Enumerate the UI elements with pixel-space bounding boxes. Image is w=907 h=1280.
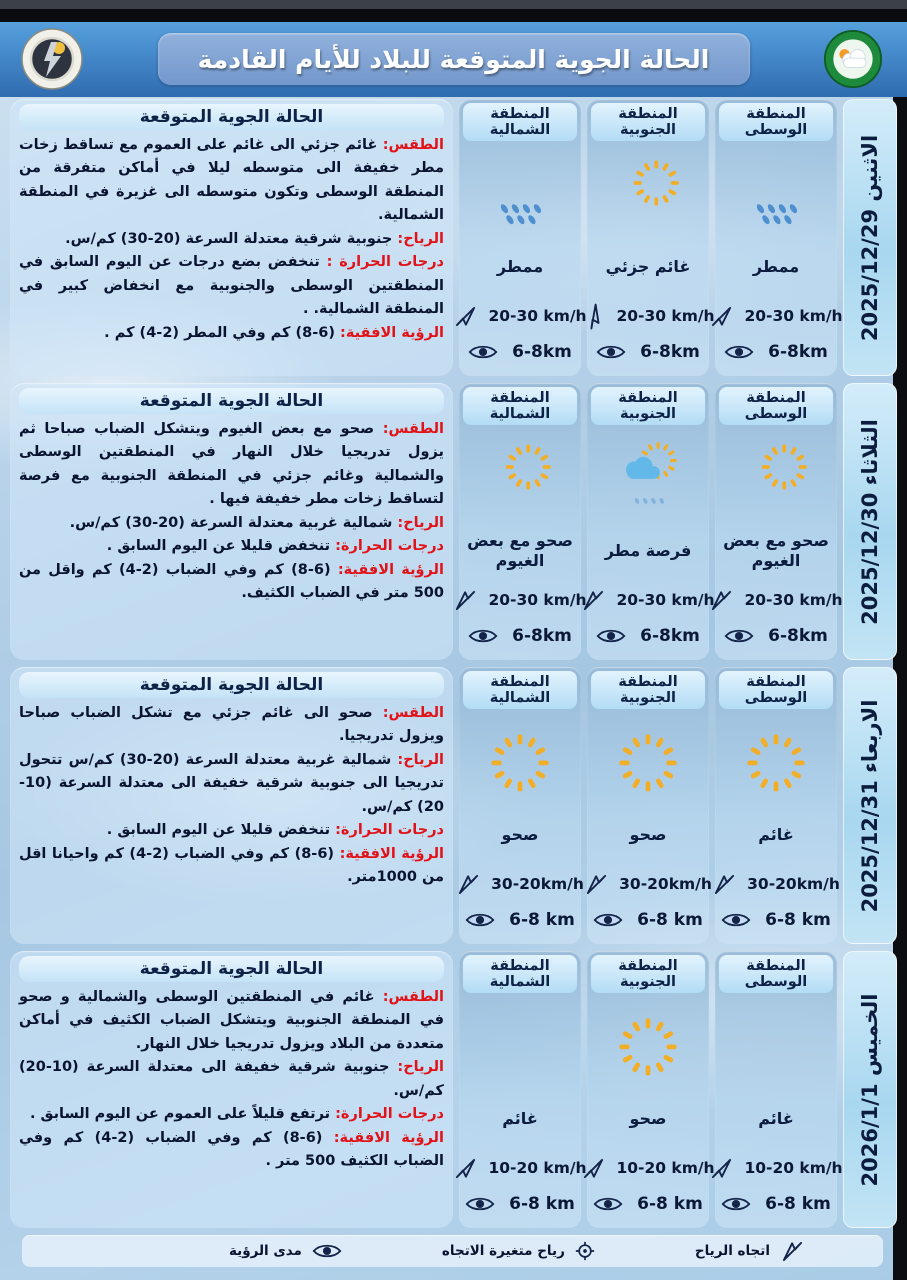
condition-label: غائم — [758, 1109, 794, 1128]
condition-label: فرصة مطر — [604, 541, 692, 560]
legend-wind-direction — [695, 1239, 805, 1264]
panel-header: الحالة الجوية المتوقعة — [19, 388, 444, 414]
eye-icon — [465, 1195, 495, 1213]
region-card-northern — [459, 667, 584, 944]
wind-label: الرياح: — [397, 1059, 444, 1076]
region-header: المنطقة الشمالية — [463, 671, 577, 709]
wind-label: الرياح: — [397, 514, 444, 531]
wind-speed: 30-20km/h — [747, 875, 840, 893]
eye-icon — [593, 911, 623, 929]
eye-icon — [468, 343, 498, 361]
forecast-department-logo — [20, 27, 84, 91]
eye-icon — [721, 1195, 751, 1213]
clouds-icon — [459, 997, 581, 1095]
wind-arrow-icon — [712, 872, 737, 897]
visibility-value: 6-8km — [768, 342, 828, 362]
region-card-central — [715, 667, 840, 944]
wind-row — [459, 300, 587, 332]
region-card-central — [715, 99, 843, 376]
visibility-row — [587, 332, 709, 372]
wind-row — [587, 584, 715, 616]
day-row-monday — [10, 99, 897, 376]
eye-icon — [596, 343, 626, 361]
wind-speed: 20-30 km/h — [488, 307, 587, 325]
condition-label: ممطر — [496, 257, 544, 276]
wind-arrow-icon — [780, 1239, 805, 1264]
legend-label: مدى الرؤية — [228, 1243, 302, 1259]
wind-row — [587, 868, 712, 900]
forecast-text-panel — [10, 383, 453, 660]
visibility-value: 6-8 km — [637, 1194, 703, 1214]
visibility-value: 6-8 km — [637, 910, 703, 930]
temp-label: درجات الحرارة : — [326, 254, 444, 271]
forecast-table — [0, 97, 907, 1228]
visibility-row — [715, 332, 837, 372]
eye-icon — [593, 1195, 623, 1213]
wind-row — [459, 584, 587, 616]
visibility-row — [459, 616, 581, 656]
wind-row — [715, 1152, 843, 1184]
wind-row — [459, 1152, 587, 1184]
condition-label: غائم جزئي — [605, 257, 691, 276]
wind-speed: 30-20km/h — [619, 875, 712, 893]
wind-arrow-icon — [453, 304, 478, 329]
region-header: المنطقة الوسطى — [719, 955, 833, 993]
region-header: المنطقة الجنوبية — [591, 955, 705, 993]
clouds-icon — [715, 997, 837, 1095]
region-card-southern — [587, 383, 715, 660]
legend-footer — [22, 1235, 883, 1267]
region-card-central — [715, 383, 843, 660]
visibility-row — [587, 1184, 709, 1224]
sun-icon — [587, 713, 709, 811]
visibility-row — [715, 1184, 837, 1224]
sun-cloud-icon — [715, 429, 837, 527]
forecast-text-panel — [10, 667, 453, 944]
wind-row — [587, 1152, 715, 1184]
visibility-row — [715, 616, 837, 656]
wind-speed: 20-30 km/h — [488, 591, 587, 609]
wind-label: الرياح: — [397, 230, 444, 247]
day-row-thursday — [10, 951, 897, 1228]
date-label: الاربعاء 2025/12/31 — [858, 699, 882, 912]
panel-header: الحالة الجوية المتوقعة — [19, 104, 444, 130]
weather-label: الطقس: — [382, 705, 444, 721]
region-card-northern — [459, 99, 587, 376]
eye-icon — [721, 911, 751, 929]
wind-arrow-icon — [709, 588, 734, 613]
condition-label: صحو مع بعض الغيوم — [467, 531, 573, 570]
weather-label: الطقس: — [382, 137, 444, 153]
forecast-text: الطقس: غائم في المنطقتين الوسطى والشمالية و صحو في المنطقة الجنوبية ويتشكل الضباب الكثيف في أماكن متعددة من البلاد ويزول تدريجيا خلال النهار. الرياح: جنوبية شرقية خفيفة الى معتدلة السرعة (10-20) كم/س. درجات الحرارة: ترتفع قليلاً على العموم عن اليوم السابق . الرؤية الافقية: (6-8) كم وفي الضباب (2-4) كم وفي الضباب الكثيف 500 متر . — [19, 989, 444, 1170]
region-header: المنطقة الشمالية — [463, 955, 577, 993]
region-header: المنطقة الشمالية — [463, 387, 577, 425]
region-card-northern — [459, 383, 587, 660]
date-cell — [843, 951, 897, 1228]
sun-icon — [459, 713, 581, 811]
sun-rain-icon — [587, 429, 709, 527]
forecast-text: الطقس: صحو الى غائم جزئي مع تشكل الضباب صباحا ويزول تدريجيا. الرياح: شمالية غربية معتدلة السرعة (20-30) كم/س تتحول تدريجيا الى جنوبية شرقية خفيفة الى معتدلة السرعة (10-20) كم/س. درجات الحرارة: تنخفض قليلا عن اليوم السابق . الرؤية الافقية: (6-8) كم وفي الضباب (2-4) كم واحيانا اقل من 1000متر. — [19, 705, 444, 886]
wind-speed: 10-20 km/h — [488, 1159, 587, 1177]
eye-icon — [724, 627, 754, 645]
visibility-row — [587, 900, 709, 940]
visibility-label: الرؤية الافقية: — [339, 845, 444, 862]
panel-header: الحالة الجوية المتوقعة — [19, 672, 444, 698]
visibility-label: الرؤية الافقية: — [337, 561, 444, 578]
forecast-text: الطقس: غائم جزئي الى غائم على العموم مع تساقط زخات مطر خفيفة الى متوسطه ليلا في أماكن متفرقة من المنطقة الوسطى وتكون متوسطه الى غزيرة في المنطقة الشمالية. الرياح: جنوبية شرقية معتدلة السرعة (20-30) كم/س. درجات الحرارة : تنخفض بضع درجات عن اليوم السابق في المنطقتين الوسطى والجنوبية مع انخفاض كبير في المنطقة الشمالية. . الرؤية الافقية: (6-8) كم وفي المطر (2-4) كم . — [19, 137, 444, 341]
condition-label: غائم — [758, 825, 794, 844]
bulletin-header — [0, 22, 907, 97]
wind-arrow-icon — [584, 872, 609, 897]
date-cell — [843, 667, 897, 944]
eye-icon — [724, 343, 754, 361]
forecast-text: الطقس: صحو مع بعض الغيوم ويتشكل الضباب صباحا ثم يزول تدريجيا خلال النهار في المنطقتين الوسطى والشمالية وغائم جزئي في المنطقة الجنوبية مع فرصة لتساقط زخات مطر خفيفة فيها . الرياح: شمالية غربية معتدلة السرعة (20-30) كم/س. درجات الحرارة: تنخفض قليلا عن اليوم السابق . الرؤية الافقية: (6-8) كم وفي الضباب (2-4) كم واقل من 500 متر في الضباب الكثيف. — [19, 421, 444, 602]
wind-arrow-icon — [456, 872, 481, 897]
visibility-value: 6-8km — [768, 626, 828, 646]
condition-label: صحو مع بعض الغيوم — [723, 531, 829, 570]
region-header: المنطقة الجنوبية — [591, 103, 705, 141]
temp-label: درجات الحرارة: — [335, 822, 444, 839]
eye-icon — [312, 1242, 342, 1260]
forecast-text-panel — [10, 951, 453, 1228]
region-card-southern — [587, 951, 715, 1228]
wind-speed: 30-20km/h — [491, 875, 584, 893]
wind-speed: 20-30 km/h — [616, 307, 715, 325]
eye-icon — [596, 627, 626, 645]
weather-label: الطقس: — [382, 989, 444, 1005]
wind-row — [715, 584, 843, 616]
page-title: الحالة الجوية المتوقعة للبلاد للأيام القادمة — [158, 33, 750, 85]
condition-label: صحو — [501, 825, 539, 844]
wind-arrow-icon — [577, 299, 612, 334]
met-organization-logo — [823, 29, 883, 89]
region-card-southern — [587, 99, 715, 376]
visibility-value: 6-8km — [640, 342, 700, 362]
visibility-row — [459, 1184, 581, 1224]
visibility-row — [459, 332, 581, 372]
day-row-tuesday — [10, 383, 897, 660]
visibility-label: الرؤية الافقية: — [340, 324, 444, 341]
condition-label: صحو — [629, 825, 667, 844]
region-header: المنطقة الوسطى — [719, 671, 833, 709]
crosshair-icon — [575, 1241, 595, 1261]
temp-label: درجات الحرارة: — [335, 1106, 444, 1123]
sun-icon — [587, 997, 709, 1095]
visibility-label: الرؤية الافقية: — [333, 1129, 444, 1146]
top-bar — [0, 0, 907, 22]
region-header: المنطقة الجنوبية — [591, 671, 705, 709]
wind-row — [587, 300, 715, 332]
date-cell — [843, 383, 897, 660]
condition-label: ممطر — [752, 257, 800, 276]
eye-icon — [465, 911, 495, 929]
legend-variable-wind — [442, 1241, 595, 1261]
wind-speed: 20-30 km/h — [744, 307, 843, 325]
date-label: الثلاثاء 2025/12/30 — [858, 418, 882, 625]
wind-row — [715, 868, 840, 900]
region-header: المنطقة الجنوبية — [591, 387, 705, 425]
wind-arrow-icon — [581, 588, 606, 613]
visibility-value: 6-8km — [640, 626, 700, 646]
temp-label: درجات الحرارة: — [335, 538, 444, 555]
sun-cloud-icon — [587, 145, 709, 243]
date-cell — [843, 99, 897, 376]
wind-row — [715, 300, 843, 332]
date-label: الخميس 2026/1/1 — [858, 993, 882, 1186]
weather-label: الطقس: — [382, 421, 444, 437]
sun-icon — [715, 713, 837, 811]
wind-row — [459, 868, 584, 900]
sun-cloud-icon — [459, 429, 581, 527]
visibility-value: 6-8 km — [765, 1194, 831, 1214]
region-header: المنطقة الشمالية — [463, 103, 577, 141]
visibility-value: 6-8 km — [509, 1194, 575, 1214]
region-header: المنطقة الوسطى — [719, 387, 833, 425]
wind-speed: 10-20 km/h — [744, 1159, 843, 1177]
region-card-central — [715, 951, 843, 1228]
wind-arrow-icon — [453, 588, 478, 613]
wind-speed: 20-30 km/h — [616, 591, 715, 609]
condition-label: غائم — [502, 1109, 538, 1128]
date-label: الاثنين 2025/12/29 — [858, 134, 882, 341]
forecast-text-panel — [10, 99, 453, 376]
rain-cloud-icon — [459, 145, 581, 243]
visibility-row — [587, 616, 709, 656]
region-card-southern — [587, 667, 712, 944]
legend-bar — [22, 1235, 883, 1267]
visibility-value: 6-8km — [512, 342, 572, 362]
wind-label: الرياح: — [397, 751, 444, 768]
visibility-row — [715, 900, 837, 940]
wind-speed: 20-30 km/h — [744, 591, 843, 609]
day-row-wednesday — [10, 667, 897, 944]
visibility-row — [459, 900, 581, 940]
region-card-northern — [459, 951, 587, 1228]
condition-label: صحو — [629, 1109, 667, 1128]
legend-visibility — [229, 1242, 342, 1260]
visibility-value: 6-8 km — [765, 910, 831, 930]
rain-cloud-icon — [715, 145, 837, 243]
region-header: المنطقة الوسطى — [719, 103, 833, 141]
eye-icon — [468, 627, 498, 645]
wind-speed: 10-20 km/h — [616, 1159, 715, 1177]
visibility-value: 6-8km — [512, 626, 572, 646]
legend-label: رياح متغيرة الاتجاه — [441, 1243, 565, 1259]
visibility-value: 6-8 km — [509, 910, 575, 930]
panel-header: الحالة الجوية المتوقعة — [19, 956, 444, 982]
legend-label: اتجاه الرياح — [694, 1243, 770, 1259]
wind-arrow-icon — [453, 1156, 478, 1181]
